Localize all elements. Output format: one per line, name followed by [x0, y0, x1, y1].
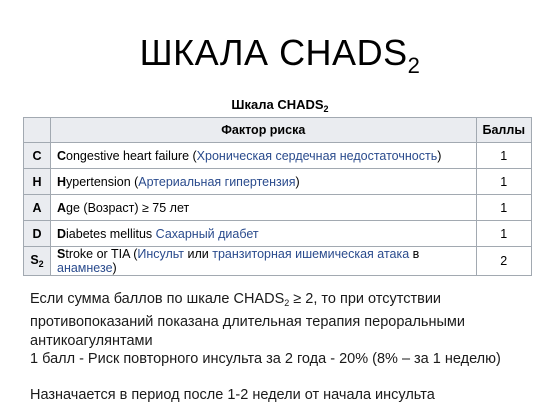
- factor-connector: в: [409, 247, 420, 261]
- row-factor: [51, 221, 477, 247]
- factor-russian-link[interactable]: Сахарный диабет: [155, 226, 259, 241]
- row-letter: C: [24, 143, 51, 169]
- note-risk: 1 балл - Риск повторного инсульта за 2 года - 20% (8% – за 1 неделю): [30, 351, 501, 367]
- row-letter: D: [24, 221, 51, 247]
- row-score: 1: [476, 195, 532, 221]
- slide-title-main: ШКАЛА CHADS: [139, 32, 408, 73]
- table-caption-main: Шкала CHADS: [231, 97, 324, 112]
- factor-english: ongestive heart failure: [66, 148, 190, 163]
- row-score: 1: [476, 169, 532, 195]
- slide-title-subscript: 2: [407, 53, 421, 78]
- factor-connector: или: [184, 247, 213, 261]
- table-caption: [0, 97, 560, 114]
- row-score: 1: [476, 221, 532, 247]
- note-line-1-subscript: 2: [284, 298, 290, 308]
- row-factor: [51, 247, 477, 276]
- factor-russian-link[interactable]: Артериальная гипертензия: [138, 174, 296, 189]
- note-line-2: противопоказаний показана длительная терапия пероральными: [30, 314, 465, 330]
- factor-initial: H: [57, 174, 67, 189]
- row-score: 2: [476, 247, 532, 276]
- header-letter: [24, 118, 51, 143]
- factor-english: ge (Возраст) ≥ 75 лет: [66, 200, 190, 215]
- factor-initial: S: [57, 247, 66, 261]
- note-line-1b: ≥ 2, то при отсутствии: [289, 291, 442, 307]
- slide-title: [0, 32, 560, 79]
- paren-close: ): [295, 174, 300, 189]
- table-row: [24, 247, 532, 276]
- factor-initial: D: [57, 226, 67, 241]
- row-factor: [51, 143, 477, 169]
- factor-russian-link[interactable]: Инсульт: [137, 247, 185, 261]
- factor-russian-link[interactable]: анамнезе: [57, 261, 113, 275]
- table-row: [24, 143, 532, 169]
- chads2-table: [23, 117, 532, 276]
- factor-initial: C: [57, 148, 67, 163]
- table-row: [24, 169, 532, 195]
- factor-english: ypertension: [66, 174, 131, 189]
- factor-initial: A: [57, 200, 67, 215]
- row-letter-main: S: [30, 253, 39, 267]
- row-letter-subscript: 2: [38, 259, 44, 269]
- paren-open: (: [130, 174, 139, 189]
- row-letter: A: [24, 195, 51, 221]
- row-letter: [24, 247, 51, 276]
- note-line-1a: Если сумма баллов по шкале CHADS: [30, 291, 285, 307]
- note-line-3: антикоагулянтами: [30, 333, 153, 349]
- table-row: [24, 195, 532, 221]
- factor-english: troke or TIA (: [65, 247, 138, 261]
- factor-english: iabetes mellitus: [66, 226, 156, 241]
- table-header-row: [24, 118, 532, 143]
- factor-russian-link[interactable]: транзиторная ишемическая атака: [212, 247, 410, 261]
- row-letter: H: [24, 169, 51, 195]
- row-score: 1: [476, 143, 532, 169]
- table-caption-subscript: 2: [323, 104, 329, 114]
- table-row: [24, 221, 532, 247]
- row-factor: [51, 169, 477, 195]
- paren-open: (: [189, 148, 197, 163]
- note-criteria: [30, 290, 465, 351]
- note-timing: Назначается в период после 1-2 недели от начала инсульта: [30, 387, 435, 403]
- paren-close: ): [437, 148, 442, 163]
- header-score: Баллы: [476, 118, 532, 143]
- factor-russian-link[interactable]: Хроническая сердечная недостаточность: [196, 148, 438, 163]
- row-factor: [51, 195, 477, 221]
- header-factor: Фактор риска: [51, 118, 477, 143]
- paren-close: ): [112, 261, 117, 275]
